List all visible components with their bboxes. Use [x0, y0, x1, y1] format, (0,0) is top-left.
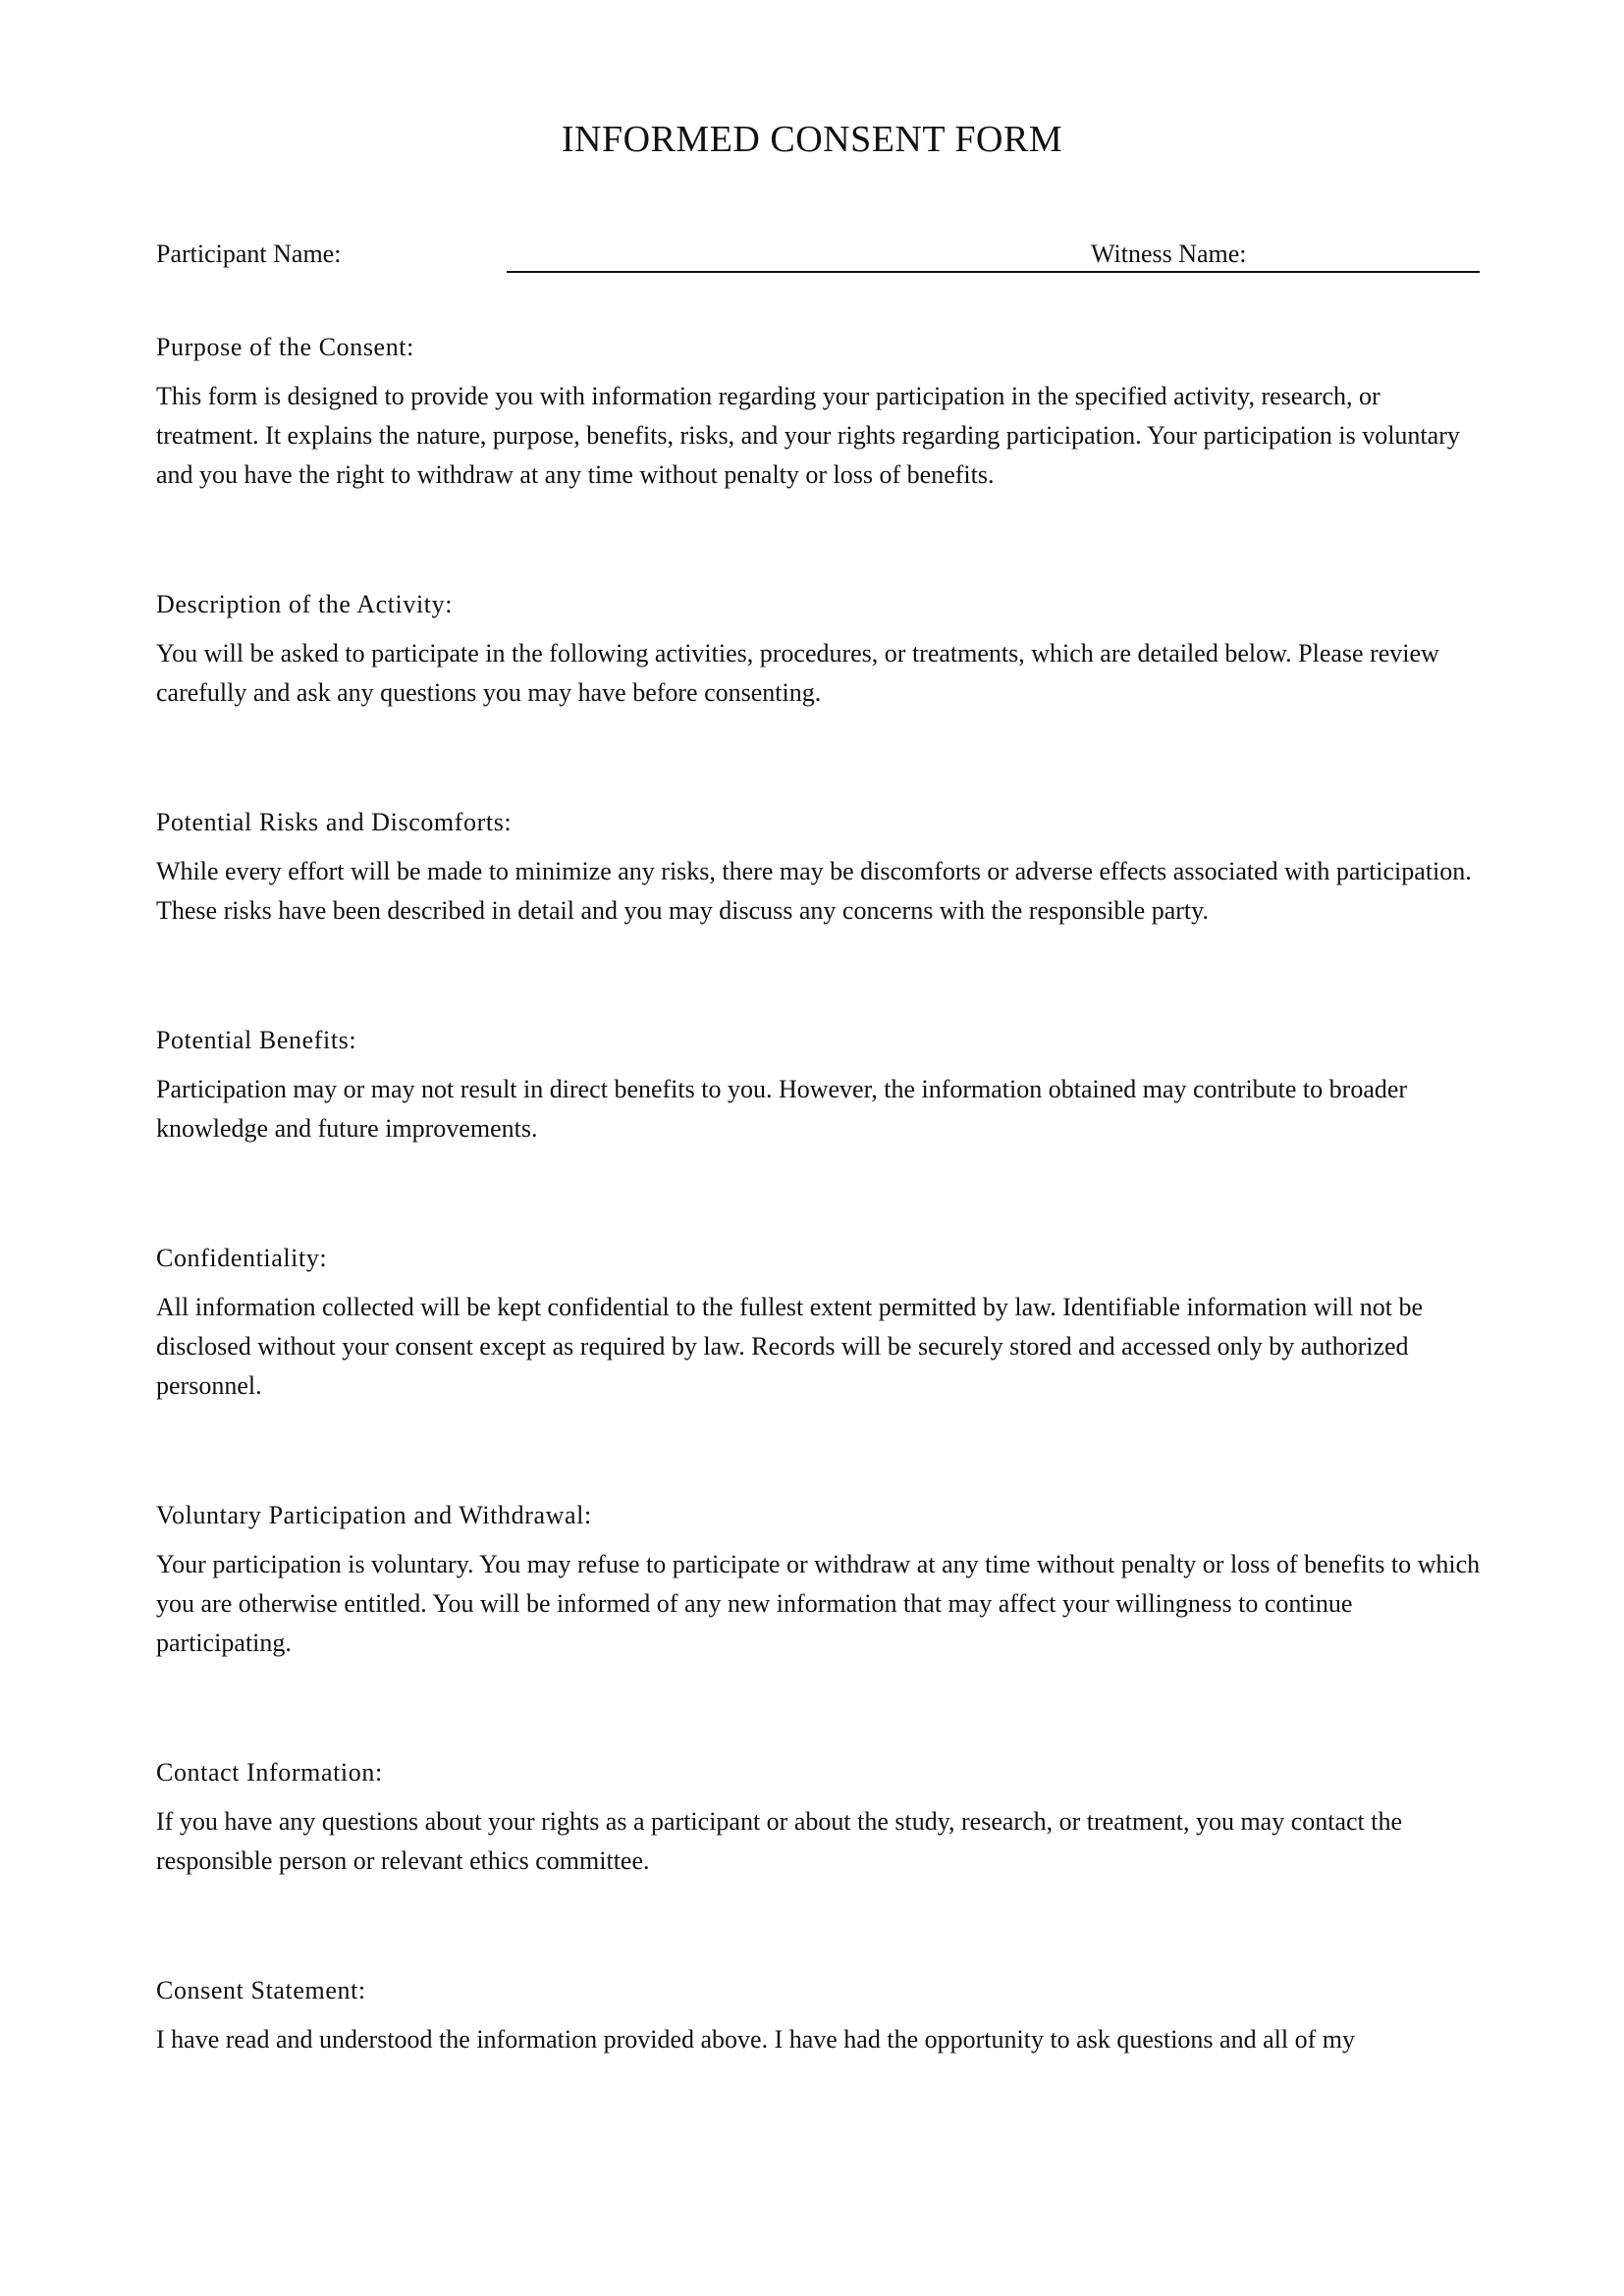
section-body: You will be asked to participate in the following activities, procedures, or treatments, which are detailed below. Please review carefully and ask any questions you may have before consenting. — [156, 639, 1439, 707]
section-body: Participation may or may not result in direct benefits to you. However, the information obtained may contribute to broader knowledge and future improvements. — [156, 1075, 1408, 1143]
section-heading: Potential Benefits: — [156, 1026, 357, 1054]
section-body: Your participation is voluntary. You may refuse to participate or withdraw at any time without penalty or loss of benefits to which you are otherwise entitled. You will be informed of any new information that may affect your willingness to continue participating. — [156, 1550, 1481, 1657]
section-body: I have read and understood the information provided above. I have had the opportunity to ask questions and all of my — [156, 2025, 1355, 2054]
section-heading: Voluntary Participation and Withdrawal: — [156, 1501, 592, 1529]
section-heading: Consent Statement: — [156, 1976, 366, 2004]
section-body: All information collected will be kept confidential to the fullest extent permitted by law. Identifiable information will not be disclosed without your consent except as required by law. Records will be securely stored and accessed only by authorized personnel. — [156, 1293, 1424, 1400]
section-risks — [156, 807, 1482, 931]
section-purpose — [156, 332, 1482, 495]
section-contact-information — [156, 1757, 1482, 1881]
section-heading: Confidentiality: — [156, 1244, 328, 1272]
name-fields-row — [156, 240, 1480, 279]
participant-name-label: Participant Name: — [156, 240, 342, 268]
section-heading: Purpose of the Consent: — [156, 333, 414, 361]
section-benefits — [156, 1025, 1482, 1148]
witness-name-label: Witness Name: — [1091, 240, 1247, 268]
section-heading: Potential Risks and Discomforts: — [156, 808, 513, 836]
section-heading: Contact Information: — [156, 1758, 383, 1787]
section-description — [156, 589, 1482, 713]
section-consent-statement — [156, 1975, 1482, 2059]
section-body: This form is designed to provide you with information regarding your participation in the specified activity, research, or treatment. It explains the nature, purpose, benefits, risks, and your rights regarding participation. Your participation is voluntary and you have the right to withdraw at any time without penalty or loss of benefits. — [156, 382, 1460, 489]
section-heading: Description of the Activity: — [156, 590, 454, 618]
section-body: If you have any questions about your rights as a participant or about the study, research, or treatment, you may contact the responsible person or relevant ethics committee. — [156, 1807, 1403, 1875]
document-title: INFORMED CONSENT FORM — [561, 119, 1063, 160]
section-confidentiality — [156, 1243, 1482, 1406]
participant-name-line[interactable] — [507, 271, 1480, 273]
section-voluntary-participation — [156, 1500, 1482, 1663]
section-body: While every effort will be made to minimize any risks, there may be discomforts or adverse effects associated with participation. These risks have been described in detail and you may discuss any concerns with the responsible party. — [156, 857, 1472, 925]
